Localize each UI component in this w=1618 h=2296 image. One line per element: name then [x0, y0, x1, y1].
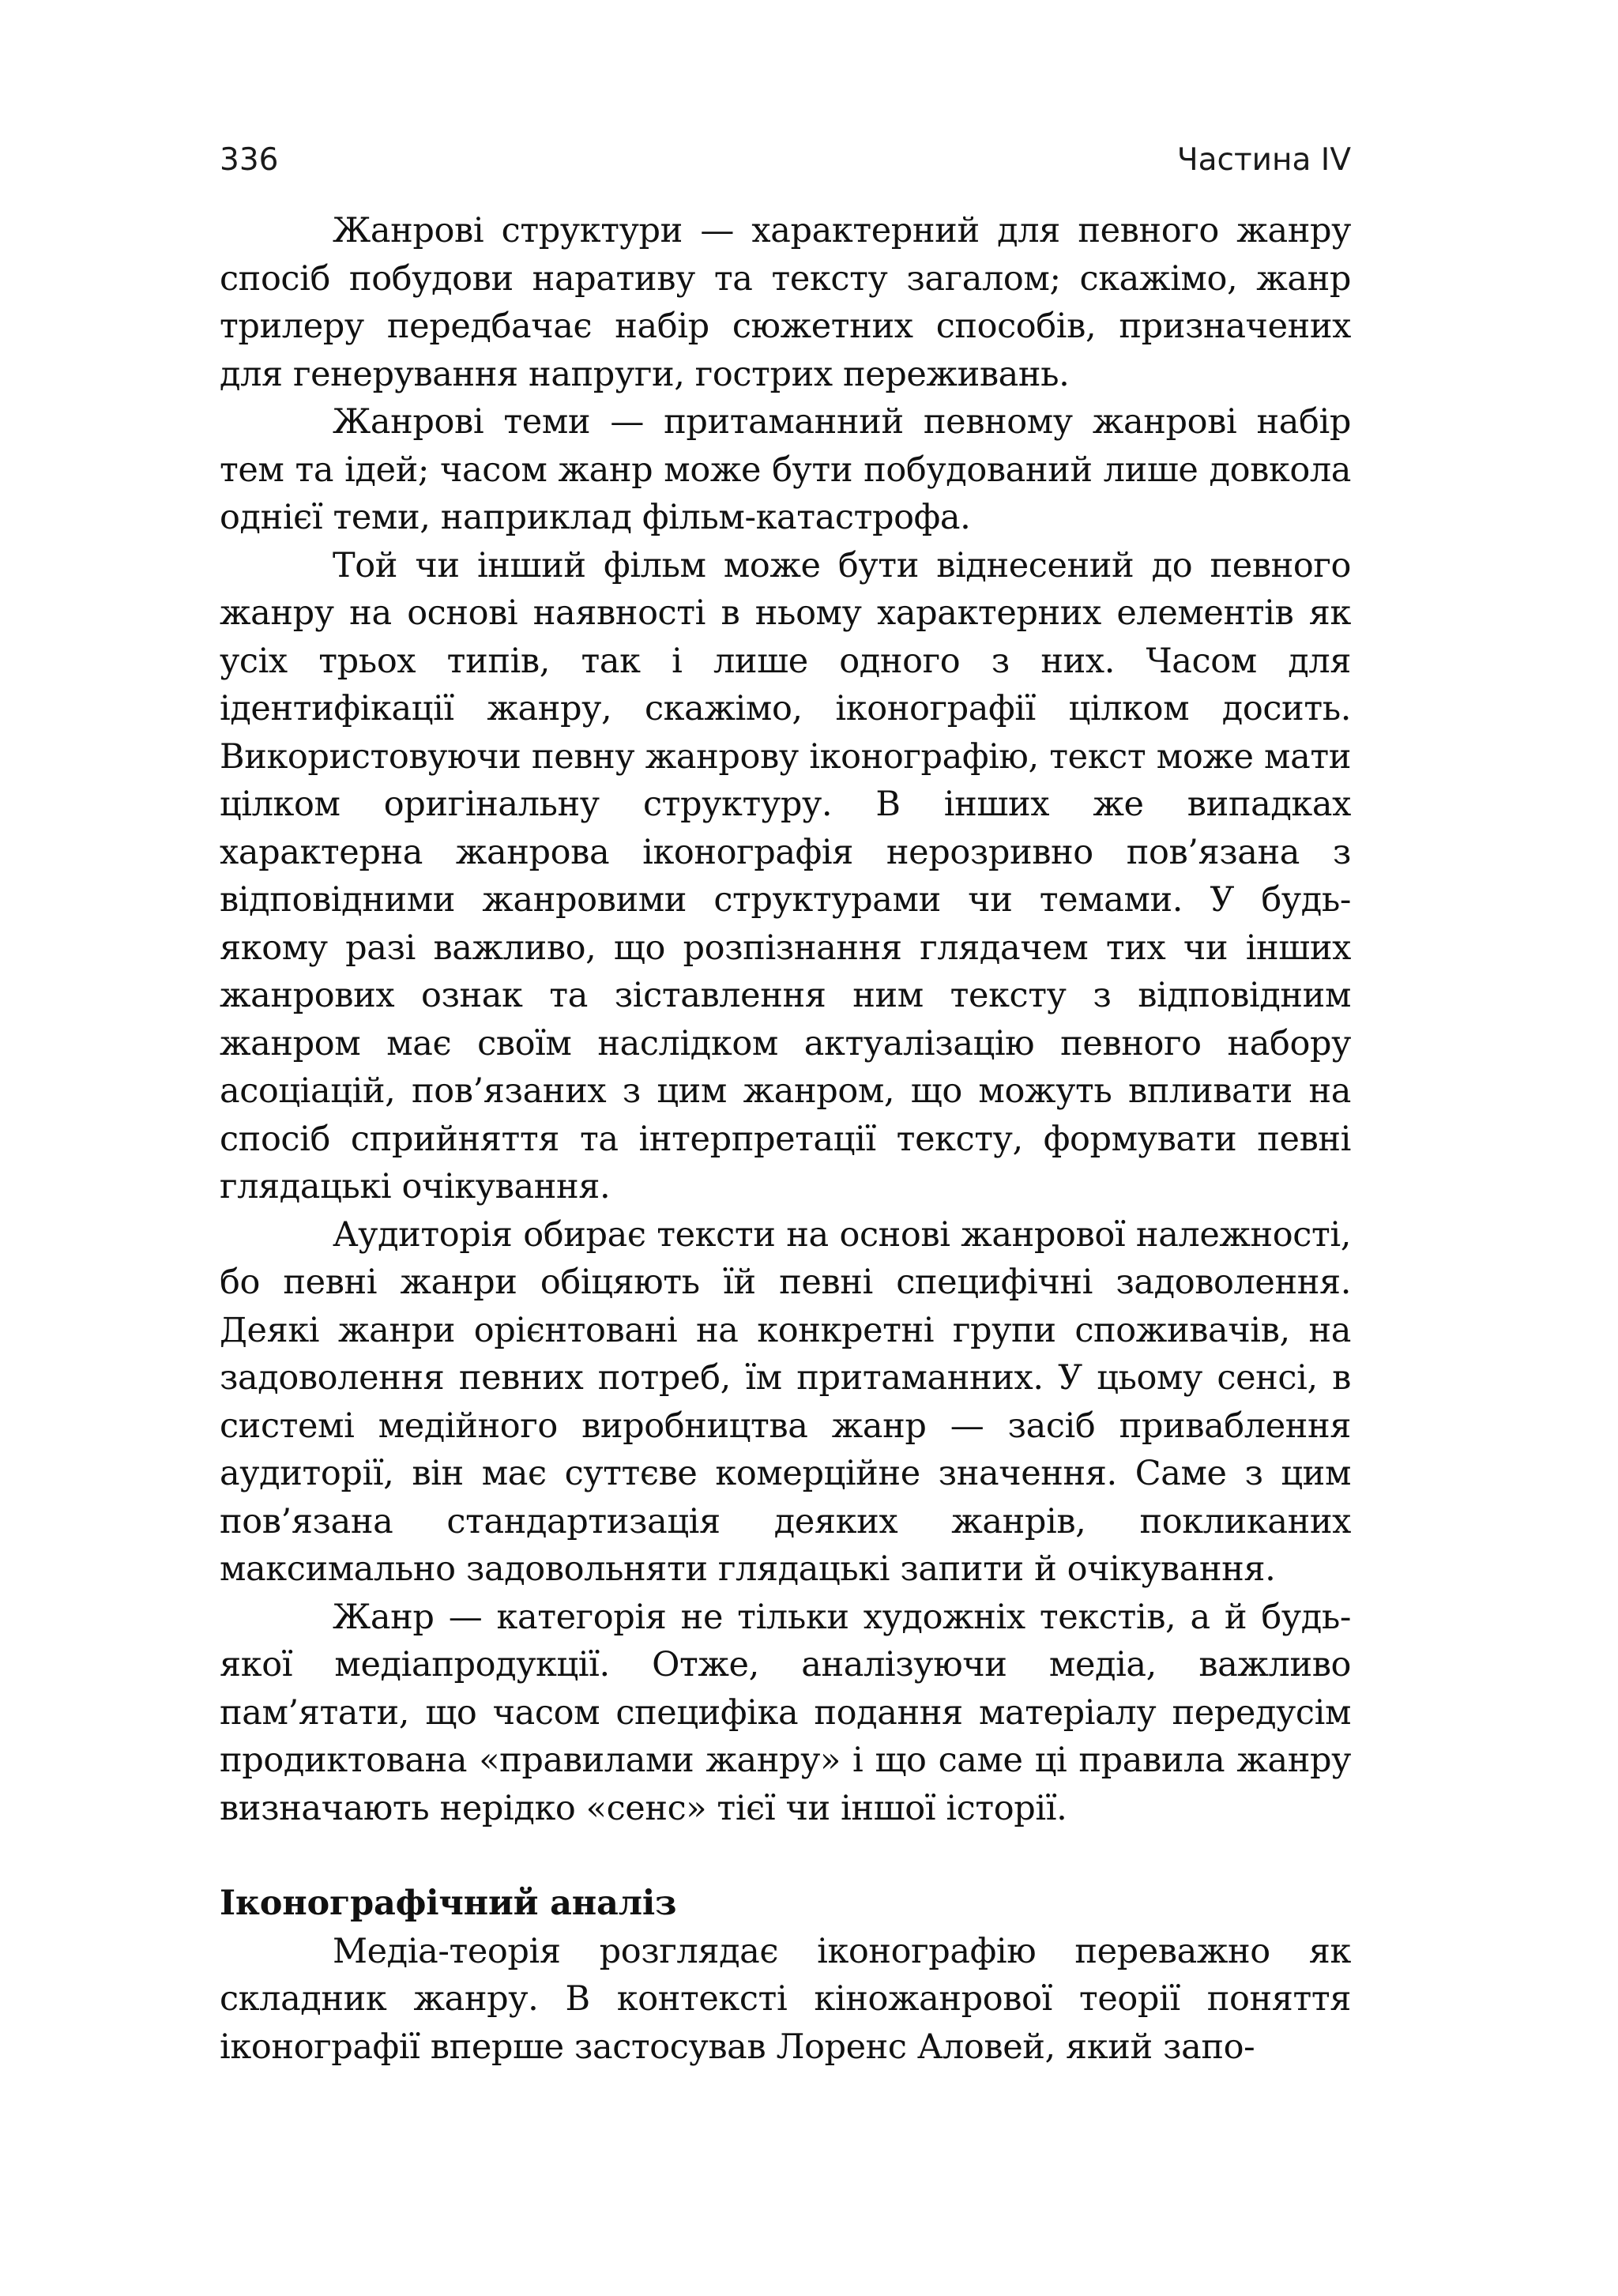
paragraph-audience: Аудиторія обирає тексти на основі жанрової належності, бо певні жанри обіцяють їй певні специфічні задоволення. Деякі жанри орієнтовані на конкретні групи споживачів, на задоволення певних потреб, їм притаманних. У цьому сенсі, в системі медійного виробництва жанр — засіб приваблення аудиторії, він має суттєве комерційне значення. Саме з цим пов’язана стандартизація деяких жанрів, покликаних максимально задовольняти глядацькі запити й очікування.: [220, 1214, 1351, 1589]
paragraph-genre-themes: Жанрові теми — притаманний певному жанрові набір тем та ідей; часом жанр може бути побудований лише довкола однієї теми, наприклад фільм-катастрофа.: [220, 402, 1351, 537]
paragraph-genre-structures: Жанрові структури — характерний для певного жанру спосіб побудови наративу та тексту загалом; скажімо, жанр трилеру передбачає набір сюжетних способів, призначених для генерування напруги, гострих переживань.: [220, 211, 1351, 394]
section-heading: Іконографічний аналіз: [220, 1884, 677, 1923]
paragraph-genre-category: Жанр — категорія не тільки художніх текстів, а й будь-якої медіапродукції. Отже, аналізуючи медіа, важливо пам’ятати, що часом специфіка подання матеріалу передусім продиктована «правилами жанру» і що саме ці правила жанру визначають нерідко «сенс» тієї чи іншої історії.: [220, 1597, 1351, 1828]
running-header: [220, 142, 1351, 190]
running-section-title: Частина IV: [1176, 142, 1351, 178]
page-number: 336: [220, 142, 279, 178]
page-body: [220, 207, 1351, 2071]
paragraph-genre-elements: Той чи інший фільм може бути віднесений до певного жанру на основі наявності в ньому характерних елементів як усіх трьох типів, так і лише одного з них. Часом для ідентифікації жанру, скажімо, іконографії цілком досить. Використовуючи певну жанрову іконографію, текст може мати цілком оригінальну структуру. В інших же випадках характерна жанрова іконографія нерозривно пов’язана з відповідними жанровими структурами чи темами. У будь-якому разі важливо, що розпізнання глядачем тих чи інших жанрових ознак та зіставлення ним тексту з відповідним жанром має своїм наслідком актуалізацію певного набору асоціацій, пов’язаних з цим жанром, що можуть впливати на спосіб сприйняття та інтерпретації тексту, формувати певні глядацькі очікування.: [220, 545, 1351, 1206]
paragraph-iconography-intro: Медіа-теорія розглядає іконографію переважно як складник жанру. В контексті кіножанрової теорії поняття іконографії вперше застосував Лоренс Аловей, який запо-: [220, 1931, 1351, 2067]
